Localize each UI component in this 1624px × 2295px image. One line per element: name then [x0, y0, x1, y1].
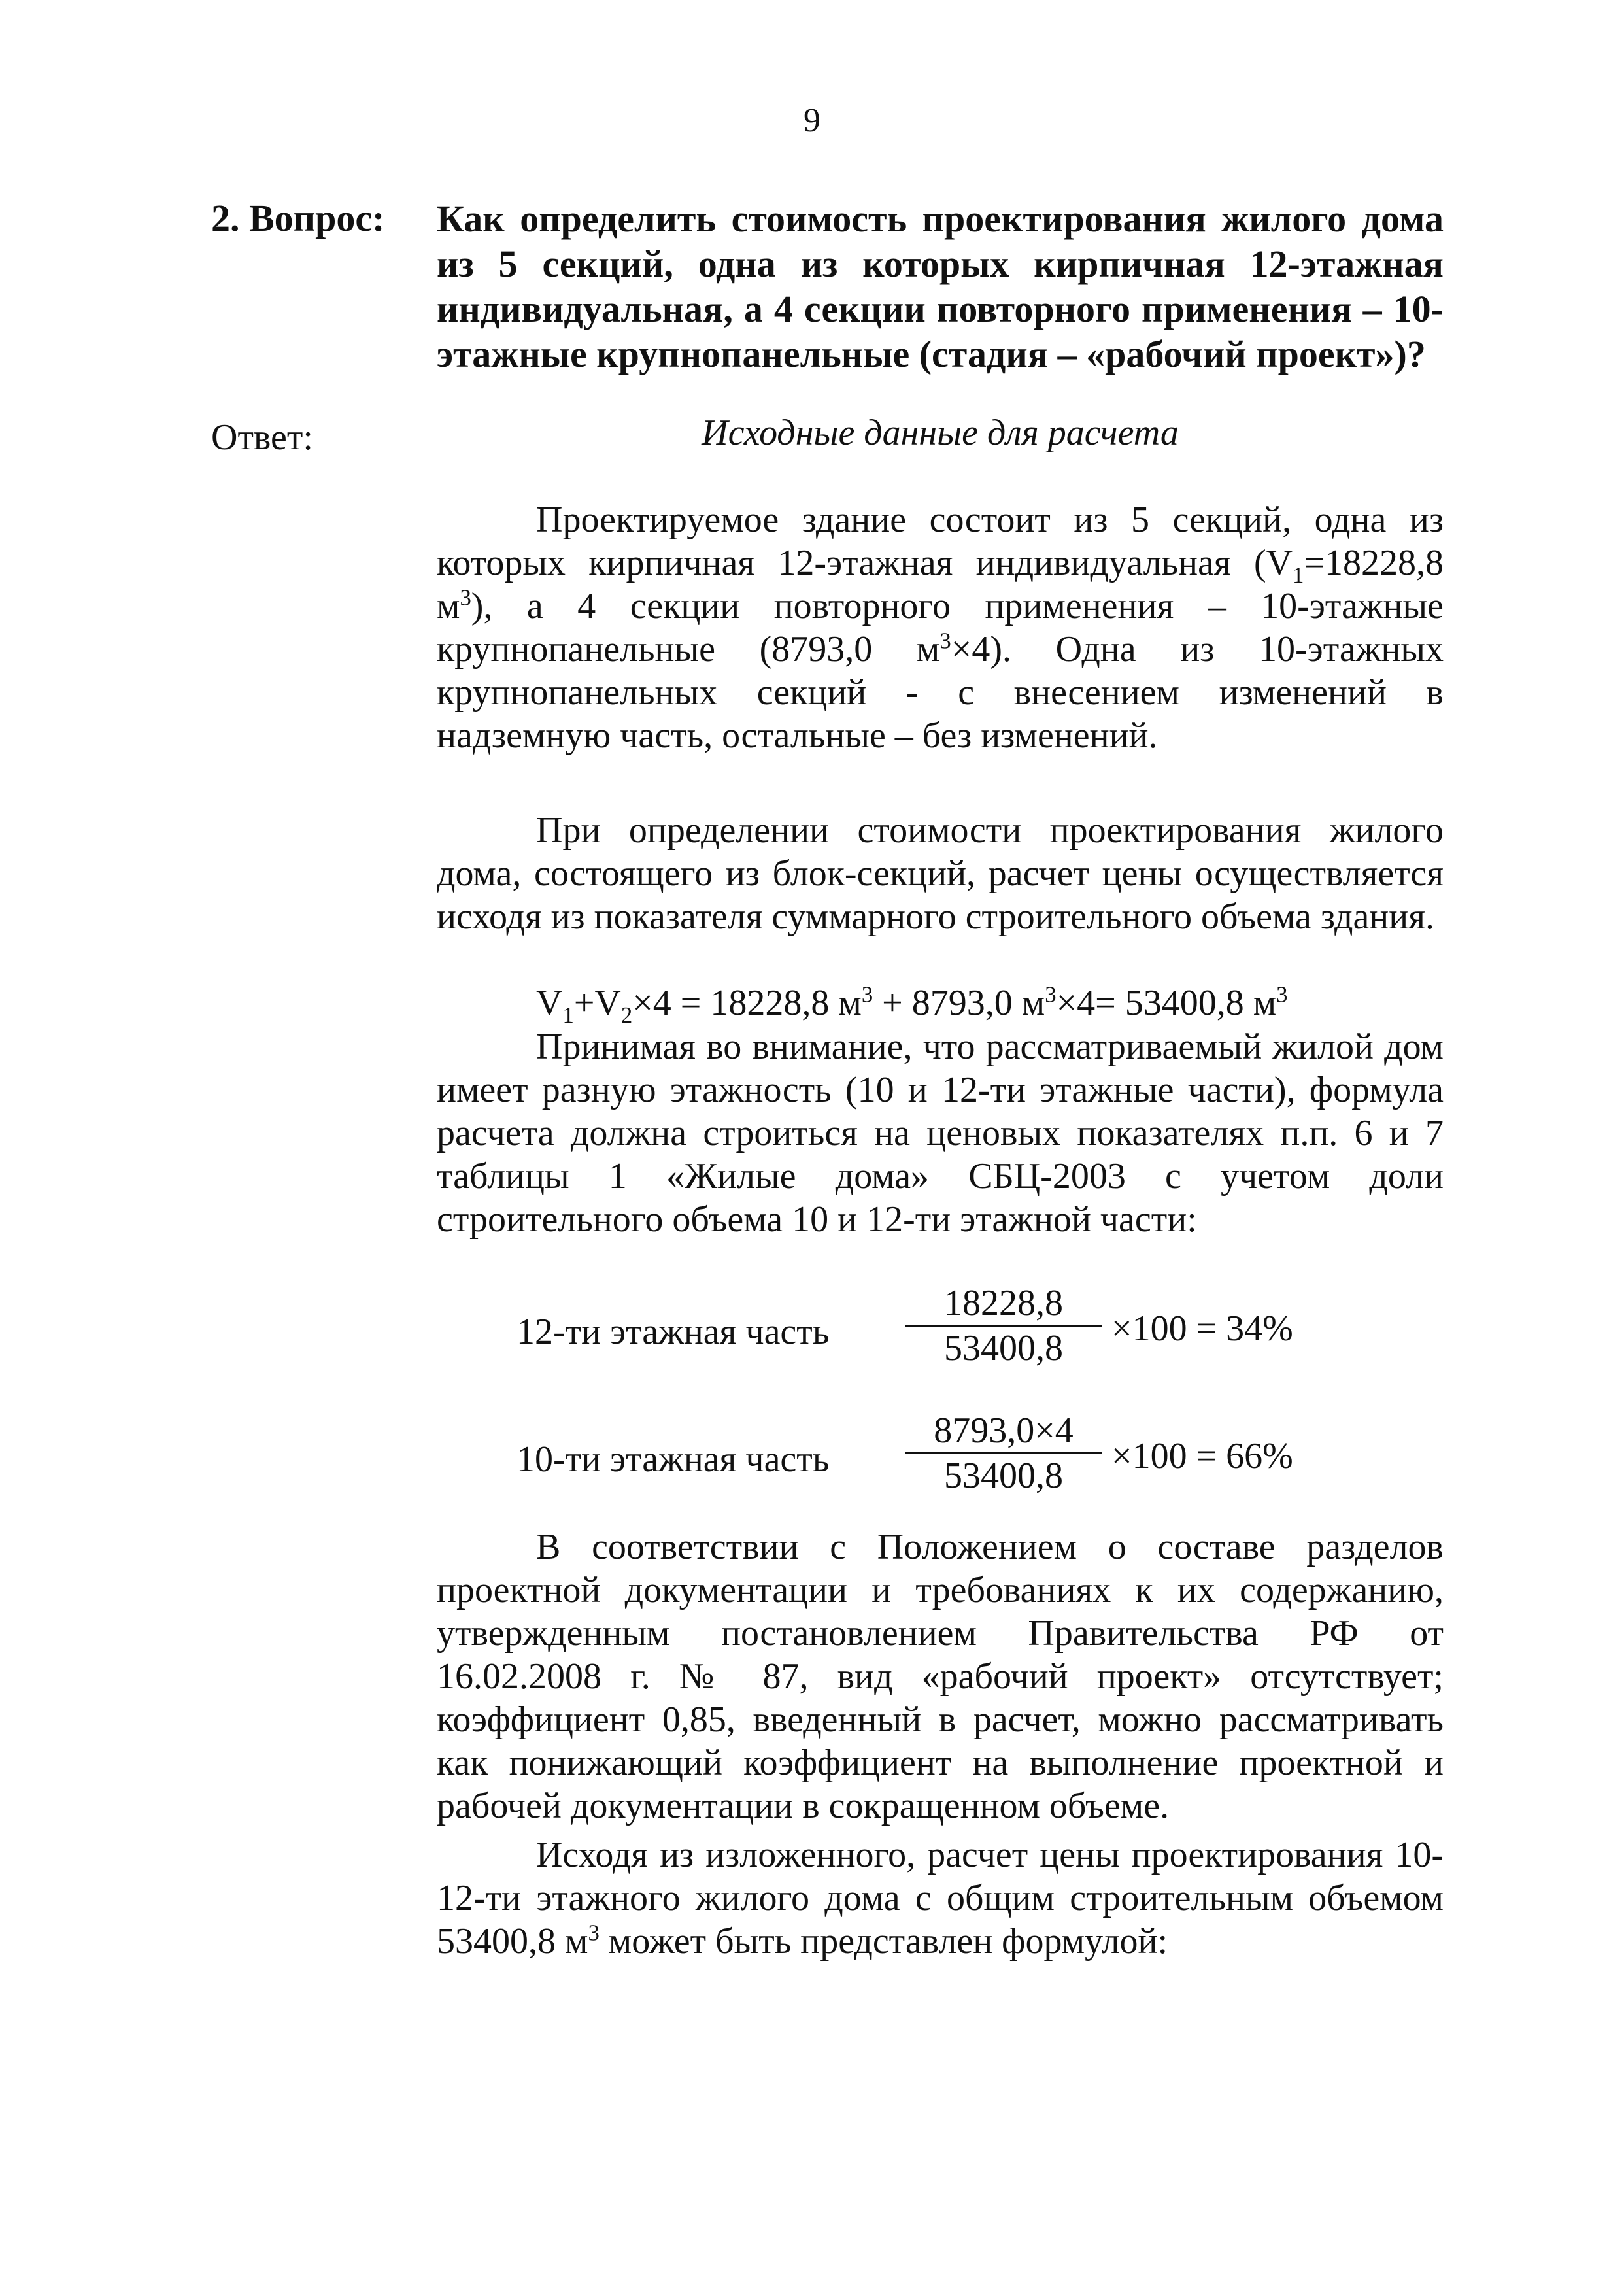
page-number: 9	[804, 102, 820, 139]
paragraph-floor-shares: Принимая во внимание, что рассматриваемый жилой дом имеет разную этажность (10 и 12-ти этажные части), формула расчета должна строиться на ценовых показателях п.п. 6 и 7 таблицы 1 «Жилые дома» СБЦ-2003 с учетом доли строительного объема 10 и 12-ти этажной части:	[437, 1027, 1444, 1240]
paragraph-conclusion: Исходя из изложенного, расчет цены проектирования 10-12-ти этажного жилого дома с общим строительным объемом 53400,8 $м^3$ может быть представлен формулой:	[437, 1835, 1444, 1962]
fraction-denominator: 53400,8	[944, 1455, 1063, 1496]
fraction-label: 10-ти этажная часть	[516, 1439, 830, 1480]
fraction	[902, 1409, 1105, 1497]
question-text: Как определить стоимость проектирования жилого дома из 5 секций, одна из которых кирпичная 12-этажная индивидуальная, а 4 секции повторного применения – 10-этажные крупнопанельные (стадия – «рабочий проект»)?	[437, 197, 1444, 375]
paragraph-building-description: Проектируемое здание состоит из 5 секций, одна из которых кирпичная 12-этажная индивидуальная ($V_1=18228,8$ $м^3$), а 4 секции повторного применения – 10-этажные крупнопанельные (8793,0 $м^3\times 4$). Одна из 10-этажных крупнопанельных секций - с внесением изменений в надземную часть, остальные – без изменений.	[437, 500, 1444, 756]
section-subheading: Исходные данные для расчета	[702, 413, 1179, 453]
total-volume-formula: $V_1+V_2\times 4 = 18228,8$ $м^3 + 8793,0$ $м^3\times 4= 53400,8$ $м^3$	[536, 981, 1288, 1028]
paragraph-regulation: В соответствии с Положением о составе разделов проектной документации и требованиях к их содержанию, утвержденным постановлением Правительства РФ от 16.02.2008 г. № 87, вид «рабочий проект» отсутствует; коэффициент 0,85, введенный в расчет, можно рассматривать как понижающий коэффициент на выполнение проектной и рабочей документации в сокращенном объеме.	[437, 1527, 1444, 1826]
paragraph-pricing-method: При определении стоимости проектирования жилого дома, состоящего из блок-секций, расчет цены осуществляется исходя из показателя суммарного строительного объема здания.	[437, 810, 1444, 937]
fraction-result: ×100 = 34%	[1111, 1308, 1293, 1349]
fraction-numerator: 8793,0×4	[934, 1410, 1074, 1451]
answer-label: Ответ:	[211, 417, 313, 458]
fraction-denominator: 53400,8	[944, 1328, 1063, 1368]
fraction-numerator: 18228,8	[944, 1283, 1063, 1323]
question-label: 2. Вопрос:	[211, 197, 385, 239]
fraction	[902, 1282, 1105, 1370]
fraction-result: ×100 = 66%	[1111, 1436, 1293, 1476]
fraction-label: 12-ти этажная часть	[516, 1312, 830, 1352]
